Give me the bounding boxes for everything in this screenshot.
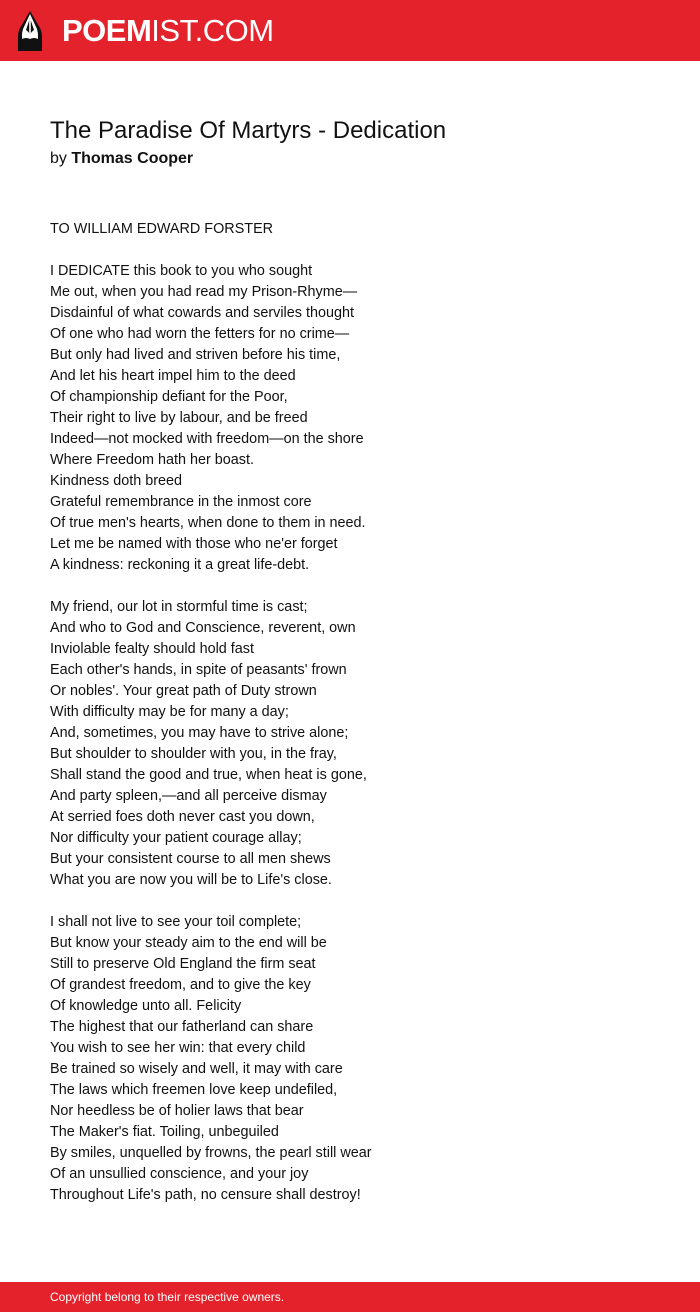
poem-line: TO WILLIAM EDWARD FORSTER (50, 221, 274, 237)
poem-line: A kindness: reckoning it a great life-debt. (50, 557, 310, 573)
poem-line: Inviolable fealty should hold fast (50, 641, 254, 657)
poem-line: Each other's hands, in spite of peasants' frown (50, 662, 347, 678)
poem-line: Their right to live by labour, and be freed (50, 410, 308, 426)
poem-line: I shall not live to see your toil complete; (50, 914, 302, 930)
poem-stanza (50, 261, 670, 576)
poem-line: But know your steady aim to the end will be (50, 935, 327, 951)
poem-line: Grateful remembrance in the inmost core (50, 494, 312, 510)
poem-line: Me out, when you had read my Prison-Rhyme— (50, 284, 358, 300)
pen-nib-icon (17, 10, 43, 52)
poem-line: Shall stand the good and true, when heat is gone, (50, 767, 367, 783)
poem-line: My friend, our lot in stormful time is cast; (50, 599, 308, 615)
site-logo[interactable] (17, 10, 274, 52)
poem-line: Be trained so wisely and well, it may with care (50, 1061, 343, 1077)
by-label: by (50, 150, 67, 167)
poem-line: And who to God and Conscience, reverent, own (50, 620, 356, 636)
author-name[interactable]: Thomas Cooper (71, 150, 194, 167)
poem-body (50, 219, 670, 1206)
poem-line: Throughout Life's path, no censure shall destroy! (50, 1187, 361, 1203)
poem-line: What you are now you will be to Life's close. (50, 872, 332, 888)
poem-line: Of true men's hearts, when done to them in need. (50, 515, 366, 531)
poem-line: Kindness doth breed (50, 473, 183, 489)
poem-line: Let me be named with those who ne'er forget (50, 536, 338, 552)
poem-stanza (50, 219, 670, 240)
poem-line: By smiles, unquelled by frowns, the pearl still wear (50, 1145, 372, 1161)
footer-bar (0, 1282, 700, 1312)
poem-stanza (50, 597, 670, 891)
poem-line: Of one who had worn the fetters for no crime— (50, 326, 350, 342)
poem-line: Nor heedless be of holier laws that bear (50, 1103, 304, 1119)
poem-line: You wish to see her win: that every child (50, 1040, 306, 1056)
poem-line: Of grandest freedom, and to give the key (50, 977, 311, 993)
poem-title: The Paradise Of Martyrs - Dedication (50, 117, 447, 144)
copyright-notice: Copyright belong to their respective owners. (50, 1290, 285, 1304)
poem-line: The highest that our fatherland can share (50, 1019, 314, 1035)
poem-line: And let his heart impel him to the deed (50, 368, 296, 384)
byline (50, 149, 193, 169)
poem-line: Still to preserve Old England the firm seat (50, 956, 316, 972)
poem-line: Disdainful of what cowards and serviles thought (50, 305, 354, 321)
poem-line: The Maker's fiat. Toiling, unbeguiled (50, 1124, 279, 1140)
poem-line: But shoulder to shoulder with you, in the fray, (50, 746, 337, 762)
poem-stanza (50, 912, 670, 1206)
poem-line: Where Freedom hath her boast. (50, 452, 254, 468)
brand-light: IST.COM (151, 13, 274, 48)
top-bar (0, 0, 700, 61)
poem-line: Indeed—not mocked with freedom—on the shore (50, 431, 364, 447)
brand-bold: POEM (62, 13, 152, 48)
poem-line: Of championship defiant for the Poor, (50, 389, 288, 405)
poem-line: And, sometimes, you may have to strive alone; (50, 725, 349, 741)
poem-line: But your consistent course to all men shews (50, 851, 331, 867)
poem-line: With difficulty may be for many a day; (50, 704, 289, 720)
poem-line: But only had lived and striven before his time, (50, 347, 341, 363)
poem-line: Nor difficulty your patient courage allay; (50, 830, 302, 846)
poem-line: Of an unsullied conscience, and your joy (50, 1166, 309, 1182)
poem-line: I DEDICATE this book to you who sought (50, 263, 313, 279)
brand-name (62, 10, 274, 52)
poem-line: Or nobles'. Your great path of Duty strown (50, 683, 317, 699)
poem-line: At serried foes doth never cast you down, (50, 809, 315, 825)
poem-line: And party spleen,—and all perceive dismay (50, 788, 327, 804)
poem-line: The laws which freemen love keep undefiled, (50, 1082, 338, 1098)
poem-line: Of knowledge unto all. Felicity (50, 998, 242, 1014)
